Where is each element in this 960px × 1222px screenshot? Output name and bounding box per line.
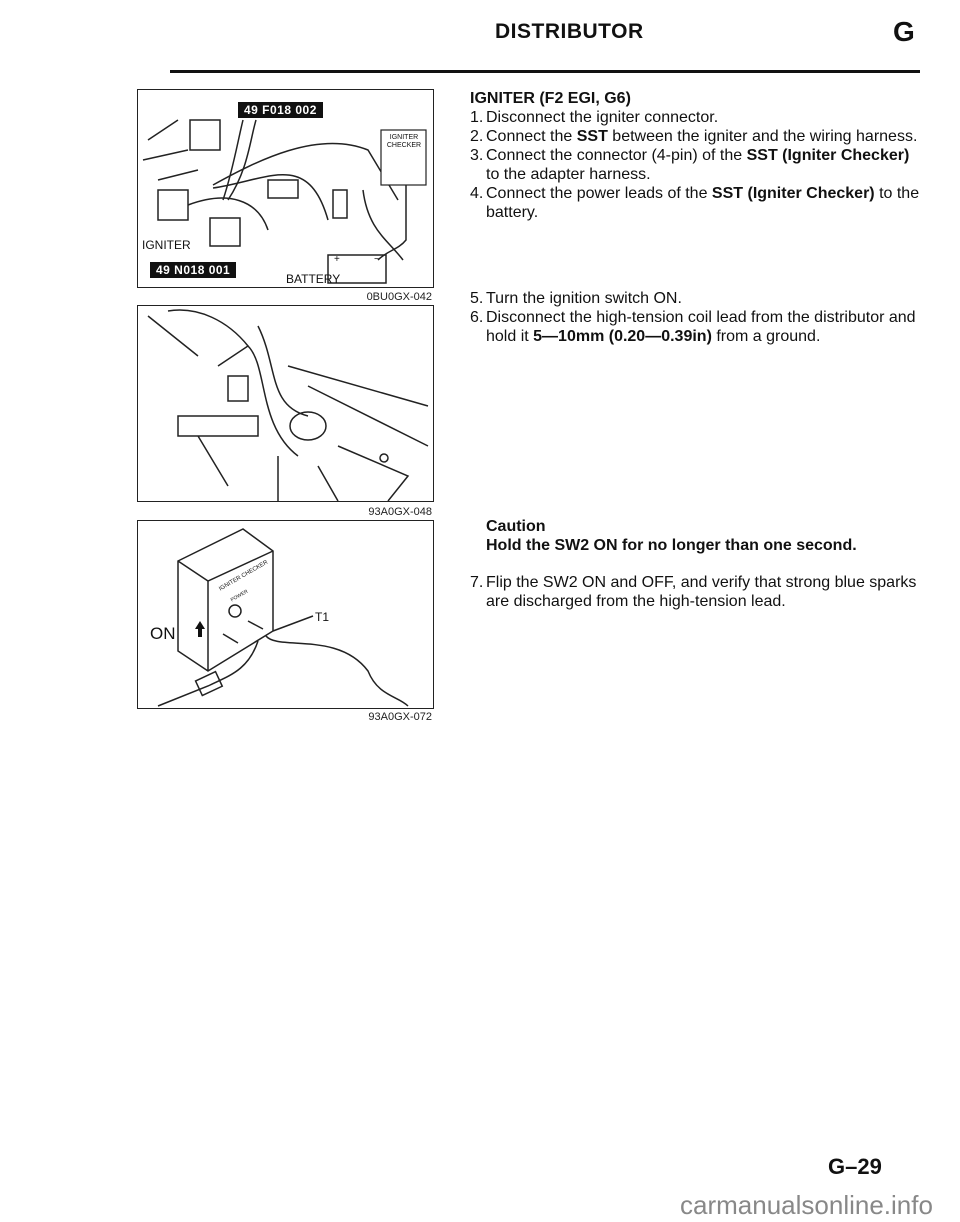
watermark: carmanualsonline.info (680, 1190, 933, 1220)
step: 4. Connect the power leads of the SST (Igniter Checker) to the battery. (470, 185, 920, 221)
step: 7. Flip the SW2 ON and OFF, and verify that strong blue sparks are discharged from the high-tension lead. (470, 574, 917, 610)
steps-5-6 (470, 289, 925, 346)
battery-minus: − (374, 254, 380, 265)
caution-block (486, 517, 926, 555)
header-rule (170, 70, 920, 73)
t1-label: T1 (315, 610, 330, 624)
page-number: G–29 (828, 1154, 882, 1179)
figure-code: 93A0GX-048 (368, 506, 432, 518)
step: 6. Disconnect the high-tension coil lead from the distributor and hold it 5—10mm (0.20—0.39in) from a ground. (470, 309, 916, 345)
section-letter: G (893, 16, 915, 47)
checker-illustration (138, 521, 433, 708)
tool-number-tag: 49 N018 001 (150, 262, 236, 278)
figure-code: 93A0GX-072 (368, 711, 432, 723)
step-7 (470, 573, 925, 611)
distributor-illustration (138, 306, 433, 501)
caution-title: Caution (486, 518, 546, 535)
checker-label: IGNITER CHECKER (218, 559, 270, 593)
wiring-illustration (138, 90, 433, 287)
checker-box-label: IGNITER CHECKER (386, 134, 422, 149)
battery-plus: + (334, 254, 340, 265)
caution-text: Hold the SW2 ON for no longer than one second. (486, 537, 857, 554)
figure-igniter-checker-hookup (137, 89, 434, 288)
igniter-label: IGNITER (142, 238, 191, 252)
figure-igniter-checker-switch (137, 520, 434, 709)
figure-code: 0BU0GX-042 (366, 291, 432, 303)
tool-number-tag: 49 F018 002 (238, 102, 323, 118)
step: 3. Connect the connector (4-pin) of the SST (Igniter Checker) to the adapter harness. (470, 147, 910, 183)
step: 5. Turn the ignition switch ON. (470, 290, 682, 307)
step: 2. Connect the SST between the igniter and the wiring harness. (470, 128, 918, 145)
steps-1-4 (470, 89, 925, 222)
section-heading: IGNITER (F2 EGI, G6) (470, 90, 631, 107)
on-label: ON (150, 624, 176, 643)
battery-label: BATTERY (286, 272, 341, 286)
figure-high-tension-lead (137, 305, 434, 502)
step: 1. Disconnect the igniter connector. (470, 109, 719, 126)
page-title: DISTRIBUTOR (495, 20, 644, 43)
power-label: POWER (229, 588, 250, 604)
